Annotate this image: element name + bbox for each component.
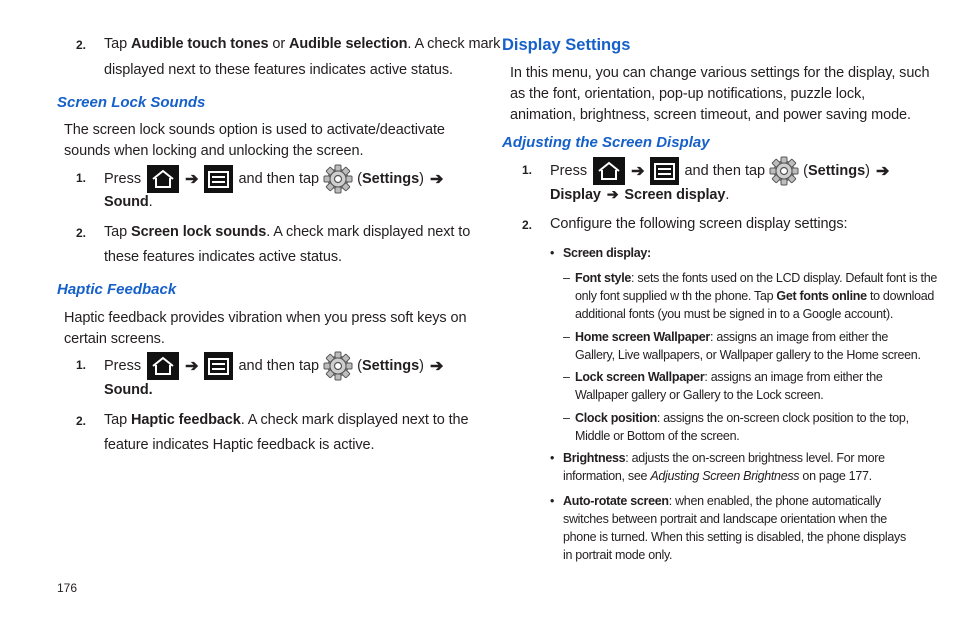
step-text: feature indicates Haptic feedback is active. [104, 437, 375, 453]
dash: – [563, 271, 570, 285]
home-key-icon [147, 165, 179, 193]
paragraph: sounds when locking and unlocking the screen. [64, 143, 364, 159]
paragraph: animation, brightness, screen timeout, and power saving mode. [510, 107, 911, 123]
section-heading: Screen Lock Sounds [57, 94, 206, 111]
bullet-text: in portrait mode only. [563, 548, 673, 562]
step-text: Configure the following screen display settings: [550, 216, 848, 232]
page-number: 176 [57, 581, 78, 595]
sub-item-text: Font style: sets the fonts used on the LCD display. Default font is the [575, 271, 938, 285]
bullet-text: Auto-rotate screen: when enabled, the phone automatically [563, 494, 881, 508]
sub-item-text: only font supplied w th the phone. Tap Get fonts online to download [575, 289, 935, 303]
step-number: 1. [76, 358, 87, 372]
sub-item-text: additional fonts (you must be signed in to a Google account). [575, 307, 894, 321]
press-instruction: Press ➔ and then tap ( Settings ) ➔ [104, 164, 449, 194]
paragraph: Haptic feedback provides vibration when you press soft keys on [64, 310, 467, 326]
settings-gear-icon [323, 351, 353, 381]
sub-item-text: Lock screen Wallpaper: assigns an image from either the [575, 370, 883, 384]
menu-key-icon [204, 165, 233, 193]
section-heading: Adjusting the Screen Display [502, 134, 710, 151]
menu-key-icon [650, 157, 679, 185]
step-text: these features indicates active status. [104, 249, 342, 265]
step-number: 2. [76, 414, 87, 428]
press-instruction: Press ➔ and then tap ( Settings ) ➔ [104, 351, 449, 381]
paragraph: certain screens. [64, 331, 165, 347]
step-number: 1. [76, 171, 87, 185]
step-number: 2. [76, 38, 87, 52]
step-text: displayed next to these features indicates active status. [104, 62, 453, 78]
step-text: Display ➔ Screen display. [550, 186, 730, 203]
step-text: Sound. [104, 382, 153, 398]
bullet: • [550, 494, 555, 508]
dash: – [563, 330, 570, 344]
section-heading: Haptic Feedback [57, 281, 177, 298]
bullet: • [550, 246, 555, 260]
paragraph: In this menu, you can change various settings for the display, such [510, 65, 930, 81]
dash: – [563, 370, 570, 384]
bullet: • [550, 451, 555, 465]
step-text: Tap Screen lock sounds. A check mark displayed next to [104, 224, 471, 240]
paragraph: The screen lock sounds option is used to activate/deactivate [64, 122, 445, 138]
bullet-text: information, see Adjusting Screen Brightness on page 177. [563, 469, 872, 483]
bullet-label: Screen display: [563, 246, 651, 260]
menu-key-icon [204, 352, 233, 380]
paragraph: as the font, orientation, pop-up notifications, puzzle lock, [510, 86, 866, 102]
press-instruction: Press ➔ and then tap ( Settings ) ➔ [550, 156, 895, 186]
sub-item-text: Middle or Bottom of the screen. [575, 429, 740, 443]
settings-gear-icon [769, 156, 799, 186]
bullet-text: switches between portrait and landscape orientation when the [563, 512, 887, 526]
sub-item-text: Wallpaper gallery or Gallery to the Lock screen. [575, 388, 824, 402]
home-key-icon [593, 157, 625, 185]
step-number: 1. [522, 163, 533, 177]
step-text: Sound. [104, 194, 153, 210]
settings-gear-icon [323, 164, 353, 194]
step-number: 2. [76, 226, 87, 240]
sub-item-text: Clock position: assigns the on-screen clock position to the top, [575, 411, 909, 425]
page-section-title: Display Settings [502, 36, 631, 54]
dash: – [563, 411, 570, 425]
step-number: 2. [522, 218, 533, 232]
sub-item-text: Gallery, Live wallpapers, or Wallpaper gallery to the Home screen. [575, 348, 921, 362]
step-text: Tap Haptic feedback. A check mark displayed next to the [104, 412, 469, 428]
home-key-icon [147, 352, 179, 380]
sub-item-text: Home screen Wallpaper: assigns an image from either the [575, 330, 889, 344]
bullet-text: phone is turned. When this setting is disabled, the phone displays [563, 530, 906, 544]
step-text: Tap Audible touch tones or Audible selection. A check mark [104, 36, 501, 52]
bullet-text: Brightness: adjusts the on-screen brightness level. For more [563, 451, 885, 465]
